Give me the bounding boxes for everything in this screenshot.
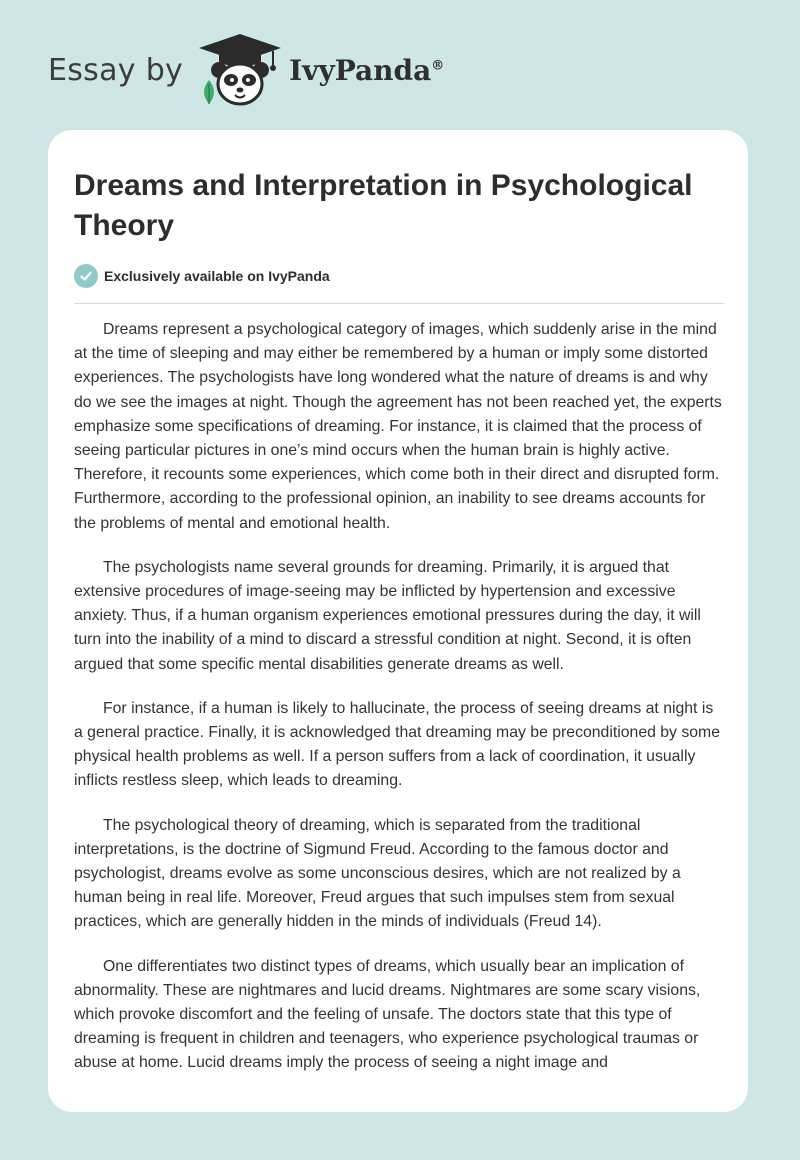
check-icon — [74, 264, 98, 288]
essay-title: Dreams and Interpretation in Psychological Theory — [74, 169, 693, 242]
paragraph-1: Dreams represent a psychological category of images, which suddenly arise in the mind at the time of sleeping and may either be remembered by a human or imply some distorted experiences. The psychologists have long wondered what the nature of dreams is and why do we see the images at night. Though the agreement has not been reached yet, the experts emphasize some specifications of dreaming. For instance, it is claimed that the process of seeing particular pictures in one’s mind occurs when the human brain is highly active. Therefore, it recounts some experiences, which come both in their direct and disrupted form. Furthermore, according to the professional opinion, an inability to see dreams accounts for the problems of mental and emotional health. — [74, 321, 722, 532]
paragraph-3: For instance, if a human is likely to hallucinate, the process of seeing dreams at night is a general practice. Finally, it is acknowledged that dreaming may be preconditioned by some physical health problems as well. If a person suffers from a lack of coordination, it usually inflicts restless sleep, which leads to dreaming. — [74, 699, 720, 790]
trademark-symbol: ® — [431, 58, 445, 74]
exclusive-badge-text: Exclusively available on IvyPanda — [104, 268, 330, 284]
panda-graduation-cap-icon — [197, 32, 283, 108]
site-header — [48, 30, 444, 110]
essay-body — [74, 318, 724, 1096]
essay-by-label: Essay by — [48, 52, 184, 88]
divider — [74, 303, 724, 304]
paragraph-4: The psychological theory of dreaming, which is separated from the traditional interpretations, is the doctrine of Sigmund Freud. According to the famous doctor and psychologist, dreams evolve as some unconscious desires, which are not realized by a human being in real life. Moreover, Freud argues that such impulses stem from sexual practices, which are generally hidden in the minds of individuals (Freud 14). — [74, 816, 681, 931]
paragraph-2: The psychologists name several grounds for dreaming. Primarily, it is argued that extensive procedures of image-seeing may be inflicted by hypertension and excessive anxiety. Thus, if a human organism experiences emotional pressures during the day, it will turn into the inability of a mind to discard a stressful condition at night. Second, it is often argued that some specific mental disabilities generate dreams as well. — [74, 558, 701, 673]
brand-name: IvyPanda® — [289, 53, 445, 87]
exclusive-badge — [74, 264, 330, 288]
paragraph-5: One differentiates two distinct types of dreams, which usually bear an implication of abnormality. These are nightmares and lucid dreams. Nightmares are some scary visions, which provoke discomfort and the feeling of unsafe. The doctors state that this type of dreaming is frequent in children and teenagers, who experience psychological traumas or abuse at home. Lucid dreams imply the process of seeing a night image and — [74, 957, 701, 1072]
essay-card — [48, 130, 748, 1112]
